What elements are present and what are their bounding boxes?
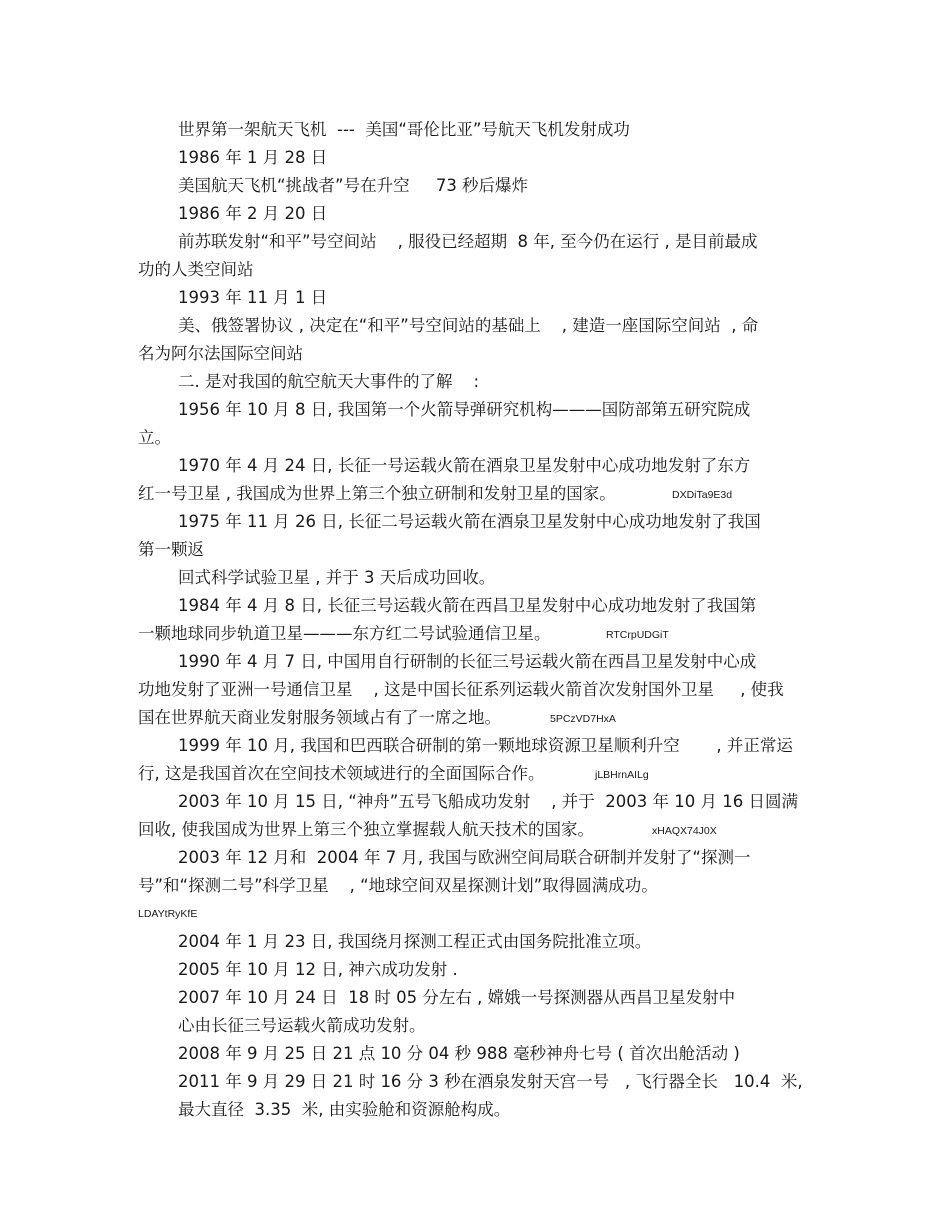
text-line: 美、俄签署协议 , 决定在“和平”号空间站的基础上 , 建造一座国际空间站 , 命	[178, 316, 759, 335]
text-line: 1970 年 4 月 24 日, 长征一号运载火箭在酒泉卫星发射中心成功地发射了东方	[178, 456, 751, 475]
text-line: 1990 年 4 月 7 日, 中国用自行研制的长征三号运载火箭在西昌卫星发射中心成	[178, 652, 757, 671]
text-line: 1986 年 2 月 20 日	[178, 204, 328, 223]
watermark-code: xHAQX74J0X	[652, 825, 717, 837]
text-line: 2008 年 9 月 25 日 21 点 10 分 04 秒 988 毫秒神舟七号 ( 首次出舱活动 )	[178, 1044, 740, 1063]
text-line: 2011 年 9 月 29 日 21 时 16 分 3 秒在酒泉发射天宫一号 , 飞行器全长 10.4 米,	[178, 1072, 803, 1091]
text-line: 1993 年 11 月 1 日	[178, 288, 328, 307]
text-line: 1956 年 10 月 8 日, 我国第一个火箭导弹研究机构———国防部第五研究院成	[178, 400, 751, 419]
text-line: 回收, 使我国成为世界上第三个独立掌握载人航天技术的国家。	[138, 820, 594, 839]
watermark-code: jLBHrnAILg	[595, 769, 649, 781]
text-line: 1999 年 10 月, 我国和巴西联合研制的第一颗地球资源卫星顺利升空 , 并正常运	[178, 736, 793, 755]
text-line: 立。	[138, 428, 171, 447]
watermark-code: 5PCzVD7HxA	[550, 713, 616, 725]
text-line: 国在世界航天商业发射服务领域占有了一席之地。	[138, 708, 501, 727]
text-line: 2007 年 10 月 24 日 18 时 05 分左右 , 嫦娥一号探测器从西昌卫星发射中	[178, 988, 736, 1007]
text-line: 2003 年 12 月和 2004 年 7 月, 我国与欧洲空间局联合研制并发射了“探测一	[178, 848, 751, 867]
text-line: 美国航天飞机“挑战者”号在升空 73 秒后爆炸	[178, 176, 529, 195]
watermark-code: DXDiTa9E3d	[672, 489, 733, 501]
text-line: 1984 年 4 月 8 日, 长征三号运载火箭在西昌卫星发射中心成功地发射了我国第	[178, 596, 757, 615]
section-heading: 二. 是对我国的航空航天大事件的了解 :	[178, 372, 480, 391]
text-line: 功地发射了亚洲一号通信卫星 , 这是中国长征系列运载火箭首次发射国外卫星 , 使我	[138, 680, 784, 699]
text-line: 红一号卫星 , 我国成为世界上第三个独立研制和发射卫星的国家。	[138, 484, 616, 503]
watermark-code: LDAYtRyKfE	[138, 908, 198, 920]
text-line: 1975 年 11 月 26 日, 长征二号运载火箭在酒泉卫星发射中心成功地发射了我国	[178, 512, 761, 531]
watermark-code: RTCrpUDGiT	[606, 629, 669, 641]
text-line: 号”和“探测二号”科学卫星 , “地球空间双星探测计划”取得圆满成功。	[138, 876, 658, 895]
text-line: 一颗地球同步轨道卫星———东方红二号试验通信卫星。	[138, 624, 551, 643]
text-line: 回式科学试验卫星 , 并于 3 天后成功回收。	[178, 568, 496, 587]
text-line: 2005 年 10 月 12 日, 神六成功发射 .	[178, 960, 458, 979]
text-line: 行, 这是我国首次在空间技术领域进行的全面国际合作。	[138, 764, 545, 783]
text-line: 最大直径 3.35 米, 由实验舱和资源舱构成。	[178, 1100, 511, 1119]
text-line: 1986 年 1 月 28 日	[178, 148, 328, 167]
text-line: 第一颗返	[138, 540, 204, 559]
text-line: 前苏联发射“和平”号空间站 , 服役已经超期 8 年, 至今仍在运行 , 是目前最成	[178, 232, 758, 251]
text-line: 世界第一架航天飞机 --- 美国“哥伦比亚”号航天飞机发射成功	[178, 120, 630, 139]
text-line: 名为阿尔法国际空间站	[138, 344, 303, 363]
text-line: 功的人类空间站	[138, 260, 254, 279]
text-line: 心由长征三号运载火箭成功发射。	[178, 1016, 426, 1035]
text-line: 2004 年 1 月 23 日, 我国绕月探测工程正式由国务院批准立项。	[178, 932, 652, 951]
text-line: 2003 年 10 月 15 日, “神舟”五号飞船成功发射 , 并于 2003 年 10 月 16 日圆满	[178, 792, 798, 811]
